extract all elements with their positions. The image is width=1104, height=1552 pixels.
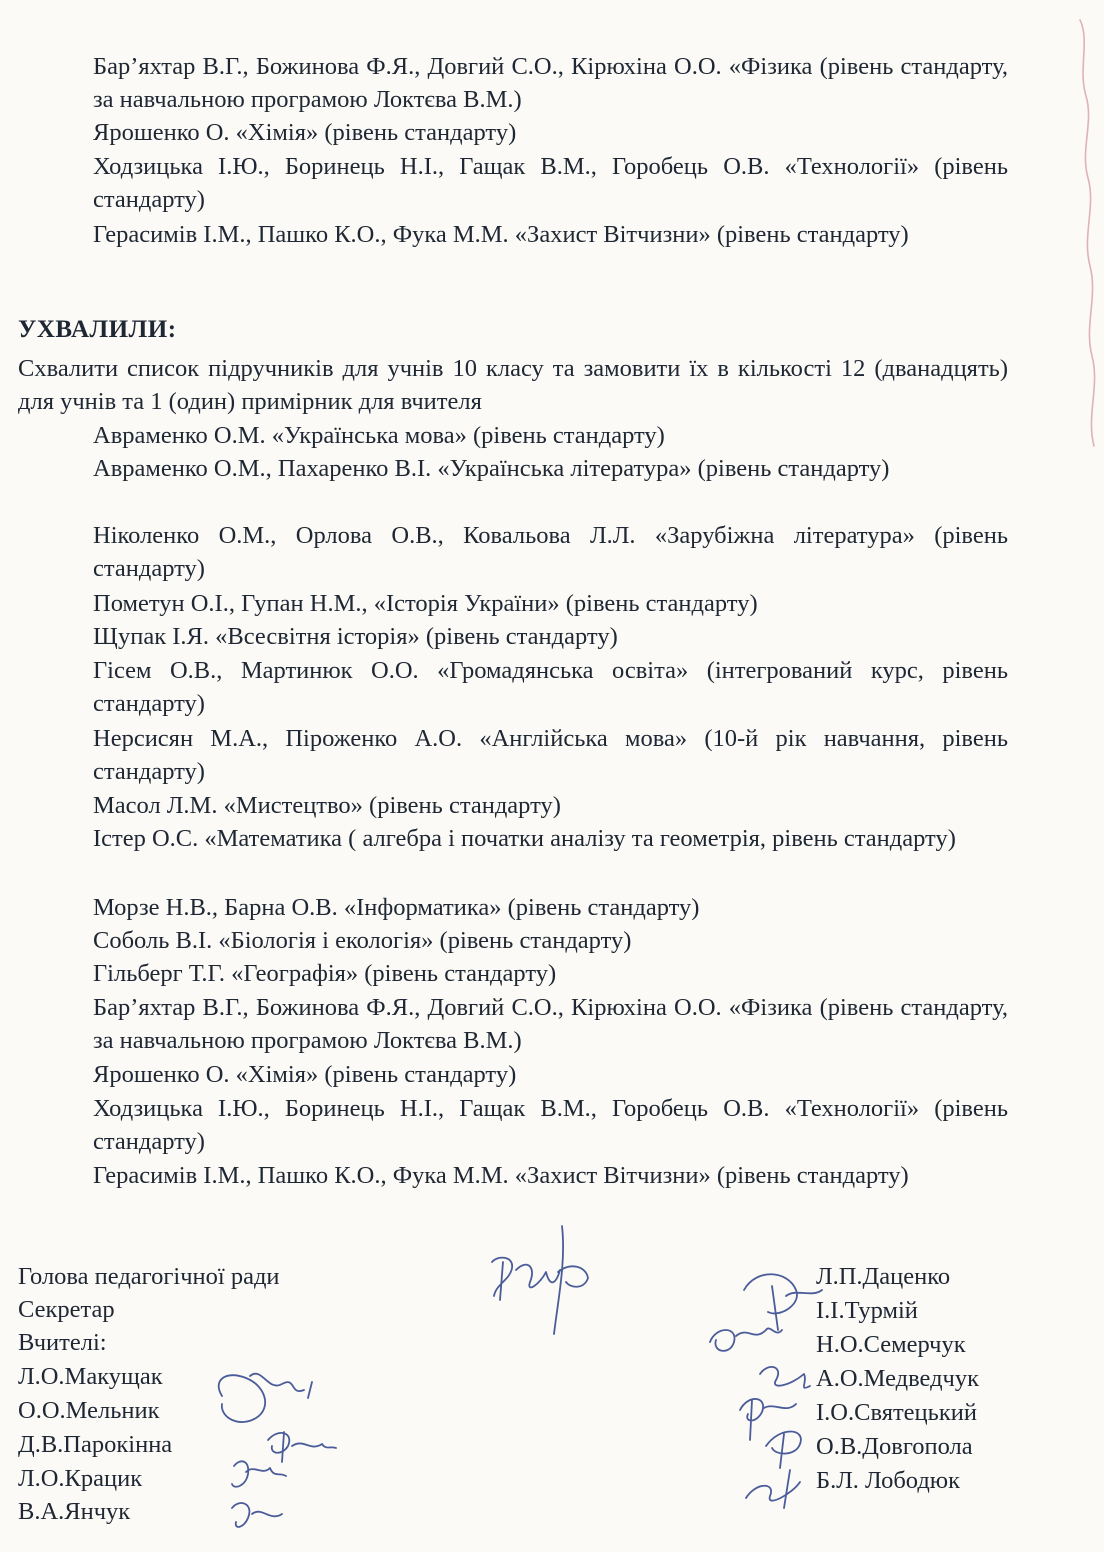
list-item: Ярошенко О. «Хімія» (рівень стандарту) — [93, 1061, 517, 1088]
secretary-signature — [710, 1274, 822, 1351]
list-item: Нерсисян М.А., Піроженко А.О. «Англійська мова» (10-й рік навчання, рівень стандарту) — [93, 725, 1008, 785]
teacher-signatures-left — [219, 1374, 336, 1527]
teacher-signatures-right — [740, 1367, 810, 1508]
list-item: Пометун О.І., Гупан Н.М., «Історія України» (рівень стандарту) — [93, 590, 758, 617]
list-item: Гісем О.В., Мартинюк О.О. «Громадянська освіта» (інтегрований курс, рівень стандарту) — [93, 657, 1008, 717]
list-item: Авраменко О.М. «Українська мова» (рівень стандарту) — [93, 422, 665, 449]
list-item: Герасимів І.М., Пашко К.О., Фука М.М. «Захист Вітчизни» (рівень стандарту) — [93, 1162, 909, 1189]
teacher-name: І.О.Святецький — [816, 1399, 977, 1426]
teacher-name: В.А.Янчук — [18, 1498, 131, 1525]
list-item: Бар’яхтар В.Г., Божинова Ф.Я., Довгий С.О., Кірюхіна О.О. «Фізика (рівень стандарту, за навчальною програмою Локтєва В.М.) — [93, 53, 1008, 113]
teacher-name: Б.Л. Лободюк — [816, 1467, 960, 1494]
list-item: Авраменко О.М., Пахаренко В.І. «Українська література» (рівень стандарту) — [93, 455, 890, 482]
chair-title: Голова педагогічної ради — [18, 1263, 280, 1290]
list-item: Щупак І.Я. «Всесвітня історія» (рівень стандарту) — [93, 623, 618, 650]
teachers-label: Вчителі: — [18, 1329, 107, 1356]
list-item: Бар’яхтар В.Г., Божинова Ф.Я., Довгий С.О., Кірюхіна О.О. «Фізика (рівень стандарту, за навчальною програмою Локтєва В.М.) — [93, 994, 1008, 1054]
teacher-name: Д.В.Парокінна — [18, 1431, 173, 1458]
secretary-title: Секретар — [18, 1296, 115, 1323]
teacher-name: А.О.Медведчук — [816, 1365, 980, 1392]
list-item: Морзе Н.В., Барна О.В. «Інформатика» (рівень стандарту) — [93, 894, 700, 921]
chair-signature — [492, 1226, 588, 1334]
list-item: Ходзицька І.Ю., Боринець Н.І., Гащак В.М., Горобець О.В. «Технології» (рівень стандарту) — [93, 1095, 1008, 1155]
list-item: Ходзицька І.Ю., Боринець Н.І., Гащак В.М., Горобець О.В. «Технології» (рівень стандарту) — [93, 153, 1008, 213]
chair-name: Л.П.Даценко — [816, 1263, 951, 1290]
list-item: Ніколенко О.М., Орлова О.В., Ковальова Л.Л. «Зарубіжна література» (рівень стандарту) — [93, 522, 1008, 582]
list-item: Ярошенко О. «Хімія» (рівень стандарту) — [93, 119, 517, 146]
teacher-name: Л.О.Крацик — [18, 1465, 143, 1492]
resolution-text: Схвалити список підручників для учнів 10 класу та замовити їх в кількості 12 (дванадцять) для учнів та 1 (один) примірник для вчителя — [18, 355, 1008, 415]
list-item: Масол Л.М. «Мистецтво» (рівень стандарту) — [93, 792, 561, 819]
list-item: Гільберг Т.Г. «Географія» (рівень стандарту) — [93, 960, 557, 987]
teacher-name: О.О.Мельник — [18, 1397, 160, 1424]
list-item: Герасимів І.М., Пашко К.О., Фука М.М. «Захист Вітчизни» (рівень стандарту) — [93, 221, 909, 248]
list-item: Соболь В.І. «Біологія і екологія» (рівень стандарту) — [93, 927, 632, 954]
margin-handwriting — [1080, 20, 1095, 446]
list-item: Істер О.С. «Математика ( алгебра і початки аналізу та геометрія, рівень стандарту) — [93, 825, 956, 852]
teacher-name: Л.О.Макущак — [18, 1363, 163, 1390]
resolution-heading: УХВАЛИЛИ: — [18, 316, 177, 343]
teacher-name: О.В.Довгопола — [816, 1433, 973, 1460]
teacher-name: Н.О.Семерчук — [816, 1331, 966, 1358]
secretary-name: І.І.Турмій — [816, 1297, 918, 1324]
